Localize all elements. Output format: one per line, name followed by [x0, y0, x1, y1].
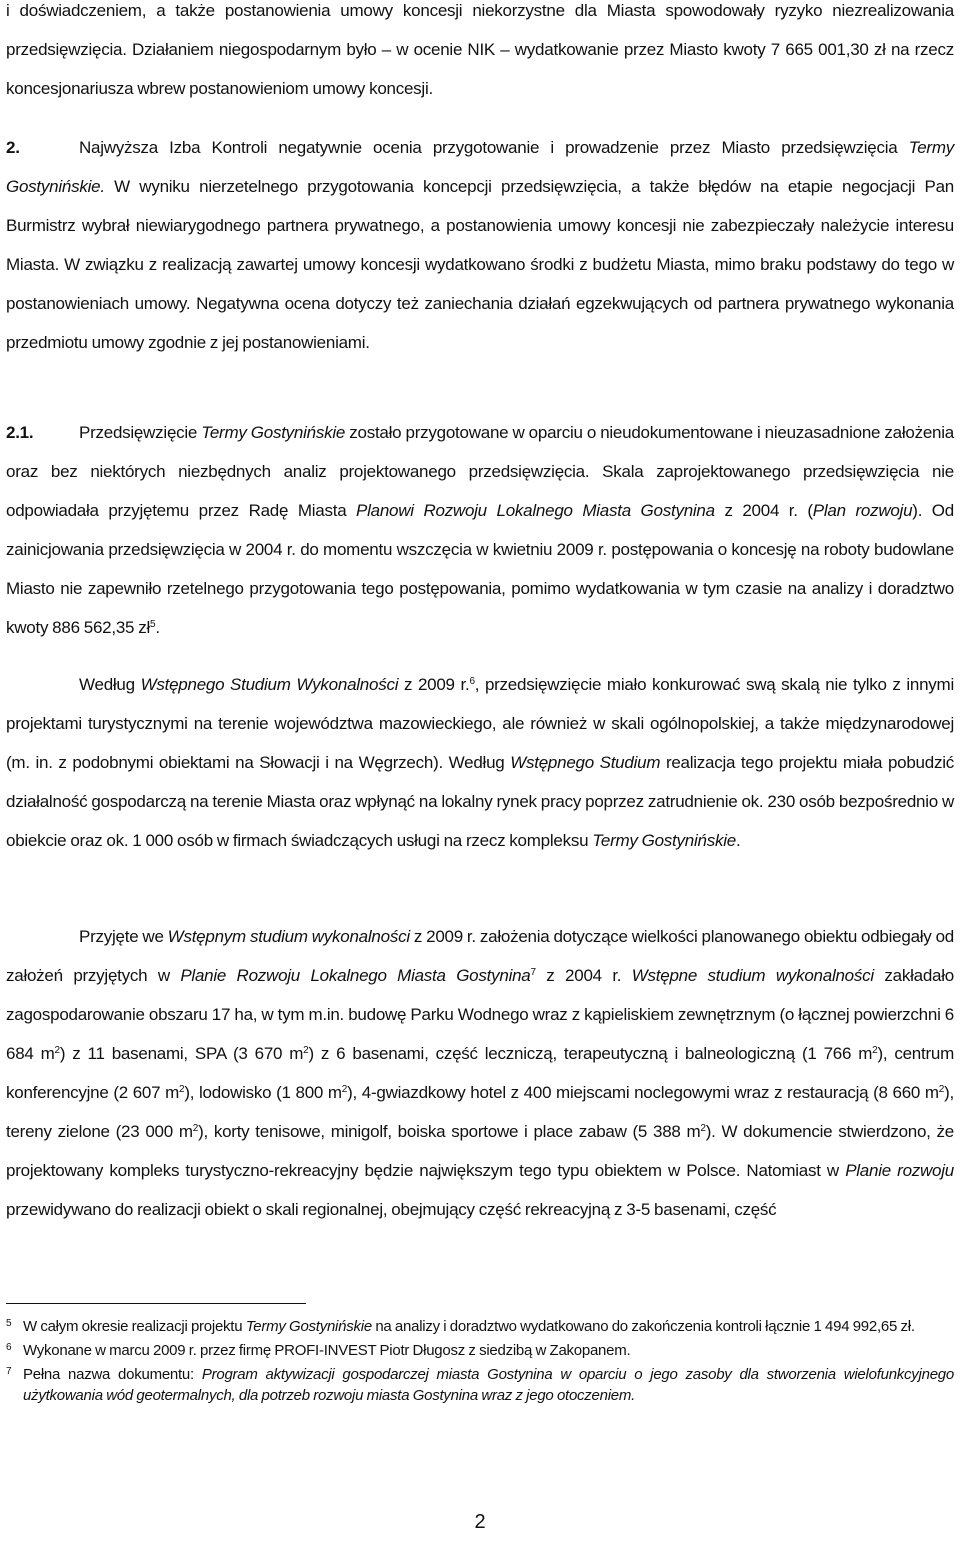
- paragraph-assumptions: Przyjęte we Wstępnym studium wykonalności z 2009 r. założenia dotyczące wielkości planowanego obiektu odbiegały od założeń przyjętych w Planie Rozwoju Lokalnego Miasta Gostynina$^7$ z 2004 r. Wstępne studium wykonalności zakładało zagospodarowanie obszaru 17 ha, w tym m.in. budowę Parku Wodnego wraz z kąpieliskiem zewnętrznym (o łącznej powierzchni 6 684 $m^2$) z 11 basenami, SPA (3 670 $m^2$) z 6 basenami, część leczniczą, terapeutyczną i balneologiczną (1 766 $m^2$), centrum konferencyjne (2 607 $m^2$), lodowisko (1 800 $m^2$), 4-gwiazdkowy hotel z 400 miejscami noclegowymi wraz z restauracją (8 660 $m^2$), tereny zielone (23 000 $m^2$), korty tenisowe, minigolf, boiska sportowe i place zabaw (5 388 $m^2$). W dokumencie stwierdzono, że projektowany kompleks turystyczno-rekreacyjny będzie największym tego typu obiektem w Polsce. Natomiast w Planie rozwoju przewidywano do realizacji obiekt o skali regionalnej, obejmujący część rekreacyjną z 3-5 basenami, część: [6, 927, 955, 1219]
- paragraph-intro: i doświadczeniem, a także postanowienia umowy koncesji niekorzystne dla Miasta spowodowały ryzyko niezrealizowania przedsięwzięcia. Działaniem niegospodarnym było – w ocenie NIK – wydatkowanie przez Miasto kwoty 7 665 001,30 zł na rzecz koncesjonariusza wbrew postanowieniom umowy koncesji.: [6, 1, 954, 98]
- footnote-number: 6: [6, 1342, 12, 1353]
- paragraph-feasibility-study: Według Wstępnego Studium Wykonalności z 2009 r.$^6$, przedsięwzięcie miało konkurować swą skalą nie tylko z innymi projektami turystycznymi na terenie województwa mazowieckiego, ale również w skali ogólnopolskiej, a także międzynarodowej (m. in. z podobnymi obiektami na Słowacji i na Węgrzech). Według Wstępnego Studium realizacja tego projektu miała pobudzić działalność gospodarczą na terenie Miasta oraz wpłynąć na lokalny rynek pracy poprzez zatrudnienie ok. 230 osób bezpośrednio w obiekcie oraz ok. 1 000 osób w firmach świadczących usługi na rzecz kompleksu Termy Gostynińskie.: [6, 675, 954, 850]
- footnote-5: 5 W całym okresie realizacji projektu Termy Gostynińskie na analizy i doradztwo wydatkowano do zakończenia kontroli łącznie 1 494 992,65 zł.: [6, 1316, 954, 1337]
- footnote-6: 6 Wykonane w marcu 2009 r. przez firmę PROFI-INVEST Piotr Długosz z siedzibą w Zakopanem.: [6, 1340, 954, 1361]
- footnote-ref: 7: [530, 967, 536, 978]
- footnote-ref: 6: [469, 676, 475, 687]
- section-number: 2.: [6, 138, 20, 157]
- section-number: 2.1.: [6, 423, 34, 442]
- footnote-separator: [6, 1303, 306, 1304]
- paragraph-section-2: 2. Najwyższa Izba Kontroli negatywnie ocenia przygotowanie i prowadzenie przez Miasto przedsięwzięcia Termy Gostynińskie. W wyniku nierzetelnego przygotowania koncepcji przedsięwzięcia, a także błędów na etapie negocjacji Pan Burmistrz wybrał niewiarygodnego partnera prywatnego, a postanowienia umowy koncesji nie zabezpieczały należycie interesu Miasta. W związku z realizacją zawartej umowy koncesji wydatkowano środki z budżetu Miasta, mimo braku podstawy do tego w postanowieniach umowy. Negatywna ocena dotyczy też zaniechania działań egzekwujących od partnera prywatnego wykonania przedmiotu umowy zgodnie z jej postanowieniami.: [6, 128, 954, 362]
- footnote-number: 5: [6, 1318, 12, 1329]
- footnote-number: 7: [6, 1366, 12, 1377]
- footnotes: [6, 1316, 954, 1409]
- footnote-7: 7 Pełna nazwa dokumentu: Program aktywizacji gospodarczej miasta Gostynina w oparciu o jego zasoby dla stworzenia wielofunkcyjnego użytkowania wód geotermalnych, dla potrzeb rozwoju miasta Gostynina wraz z jego otoczeniem.: [6, 1364, 954, 1406]
- paragraph-section-2-1: 2.1. Przedsięwzięcie Termy Gostynińskie zostało przygotowane w oparciu o nieudokumentowane i nieuzasadnione założenia oraz bez niektórych niezbędnych analiz projektowanego przedsięwzięcia. Skala zaprojektowanego przedsięwzięcia nie odpowiadała przyjętemu przez Radę Miasta Planowi Rozwoju Lokalnego Miasta Gostynina z 2004 r. (Plan rozwoju). Od zainicjowania przedsięwzięcia w 2004 r. do momentu wszczęcia w kwietniu 2009 r. postępowania o koncesję na roboty budowlane Miasto nie zapewniło rzetelnego przygotowania tego postępowania, pomimo wydatkowania w tym czasie na analizy i doradztwo kwoty 886 562,35 $zł^5$.: [6, 413, 954, 647]
- page-number: 2: [474, 1511, 486, 1533]
- footnote-ref: 5: [150, 619, 156, 630]
